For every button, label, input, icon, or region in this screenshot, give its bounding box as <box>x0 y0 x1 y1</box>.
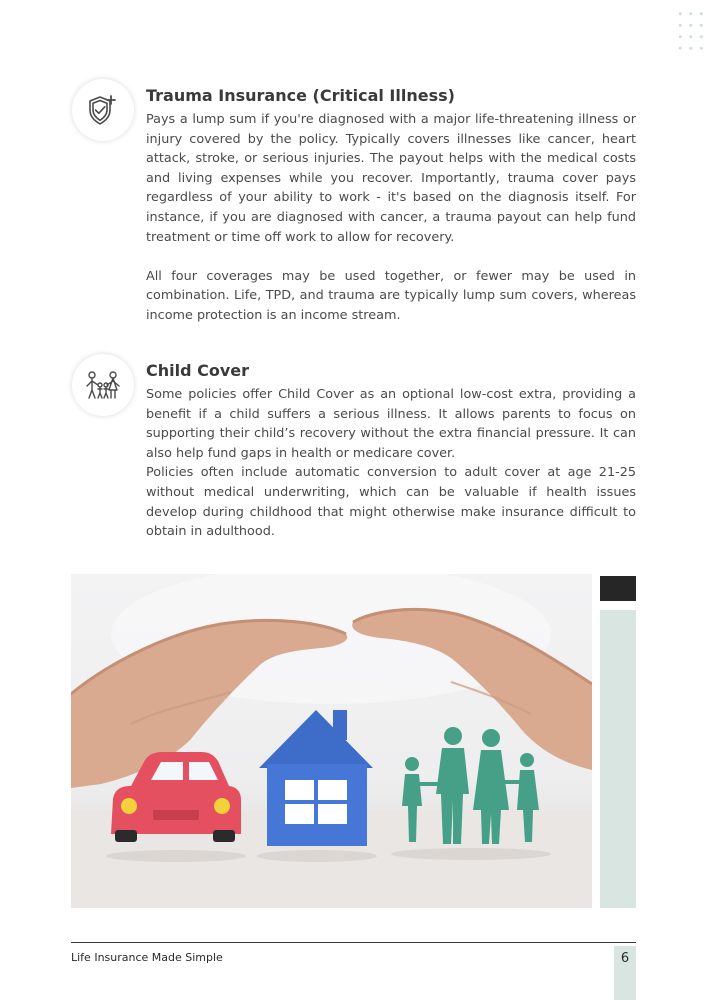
hands-protecting-car-house-family-image <box>71 574 592 908</box>
decorative-dark-block <box>600 576 636 601</box>
section-body-trauma <box>146 110 636 326</box>
page-number: 6 <box>620 951 630 966</box>
shield-heart-icon <box>72 79 134 141</box>
section-heading-trauma: Trauma Insurance (Critical Illness) <box>146 86 455 105</box>
paragraph: Pays a lump sum if you're diagnosed with a major life-threatening illness or injury covered by the policy. Typically covers illnesses like cancer, heart attack, stroke, or serious injuries. The payout helps with the medical costs and living expenses while you recover. Importantly, trauma cover pays regardless of your ability to work - it's based on the diagnosis itself. For instance, if you are diagnosed with cancer, a trauma payout can help fund treatment or time off work to allow for recovery. <box>146 112 636 245</box>
paragraph: Some policies offer Child Cover as an optional low-cost extra, providing a benefit if a child suffers a serious illness. It allows parents to focus on supporting their child’s recovery without the extra financial pressure. It can also help fund gaps in health or medicare cover. <box>146 387 636 461</box>
footer-divider <box>71 942 636 943</box>
paragraph: Policies often include automatic conversion to adult cover at age 21-25 without medical underwriting, which can be valuable if health issues develop during childhood that might otherwise make insurance difficult to obtain in adulthood. <box>146 465 636 540</box>
paragraph: All four coverages may be used together, or fewer may be used in combination. Life, TPD, and trauma are typically lump sum covers, whereas income protection is an income stream. <box>146 268 636 323</box>
decorative-mint-block <box>600 610 636 908</box>
decorative-dot-grid <box>675 8 705 58</box>
house-shape <box>259 710 373 846</box>
section-heading-child-cover: Child Cover <box>146 361 250 380</box>
family-icon <box>72 354 134 416</box>
footer-title: Life Insurance Made Simple <box>71 951 223 964</box>
section-body-child-cover <box>146 385 636 542</box>
